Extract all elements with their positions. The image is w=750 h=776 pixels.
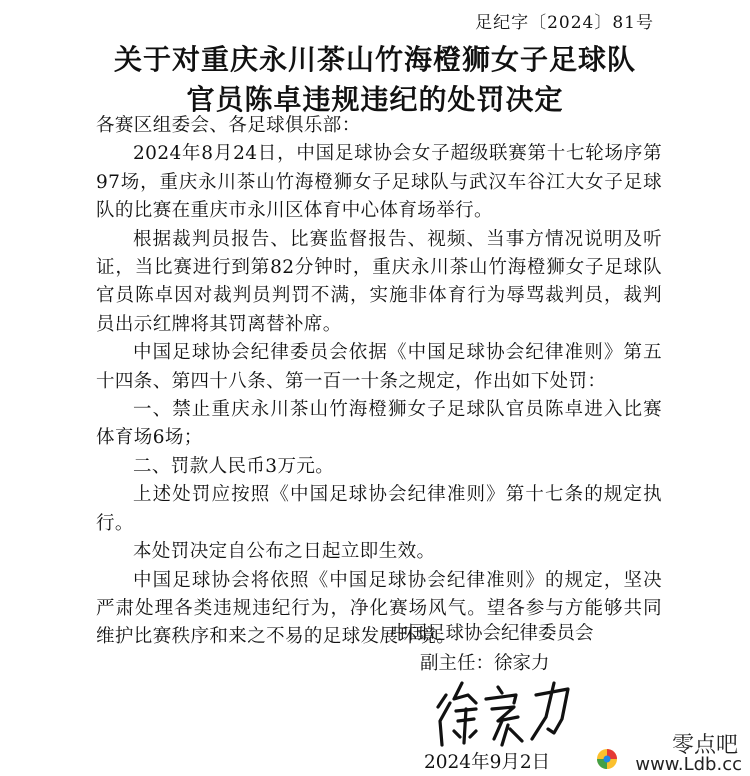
watermark-site-name: 零点吧 [671, 733, 738, 758]
paragraph-execution: 上述处罚应按照《中国足球协会纪律准则》第十七条的规定执行。 [96, 484, 662, 534]
penalty-ban: 一、禁止重庆永川茶山竹海橙狮女子足球队官员陈卓进入比赛体育场6场； [96, 399, 662, 449]
watermark-url[interactable]: www.Ldb.cc [635, 754, 742, 775]
document-title-line-1: 关于对重庆永川茶山竹海橙狮女子足球队 [113, 43, 636, 76]
paragraph-closing: 中国足球协会将依照《中国足球协会纪律准则》的规定，坚决严肃处理各类违规违纪行为，净化赛场风气。望各参与方能够共同维护比赛秩序和来之不易的足球发展环境。 [96, 569, 662, 648]
document-title-line-2: 官员陈卓违规违纪的处罚决定 [186, 83, 564, 116]
watermark-logo-icon [596, 748, 618, 770]
paragraph-incident: 根据裁判员报告、比赛监督报告、视频、当事方情况说明及听证，当比赛进行到第82分钟时，重庆永川茶山竹海橙狮女子足球队官员陈卓因对裁判员判罚不满，实施非体育行为辱骂裁判员，裁判员出示红牌将其罚离替补席。 [96, 228, 662, 335]
paragraph-legal-basis: 中国足球协会纪律委员会依据《中国足球协会纪律准则》第五十四条、第四十八条、第一百一十条之规定，作出如下处罚： [96, 342, 662, 392]
addressee: 各赛区组委会、各足球俱乐部： [96, 115, 361, 136]
paragraph-effective: 本处罚决定自公布之日起立即生效。 [133, 541, 436, 563]
document-number: 足纪字〔2024〕81号 [475, 13, 654, 33]
document-body [96, 112, 662, 652]
penalty-fine: 二、罚款人民币3万元。 [133, 455, 335, 477]
handwritten-signature [432, 673, 582, 749]
deputy-director: 副主任：徐家力 [420, 653, 550, 674]
document-date: 2024年9月2日 [424, 752, 551, 773]
signing-organization: 中国足球协会纪律委员会 [390, 623, 594, 644]
paragraph-match-info: 2024年8月24日，中国足球协会女子超级联赛第十七轮场序第97场，重庆永川茶山竹海橙狮女子足球队与武汉车谷江大女子足球队的比赛在重庆市永川区体育中心体育场举行。 [96, 143, 662, 222]
